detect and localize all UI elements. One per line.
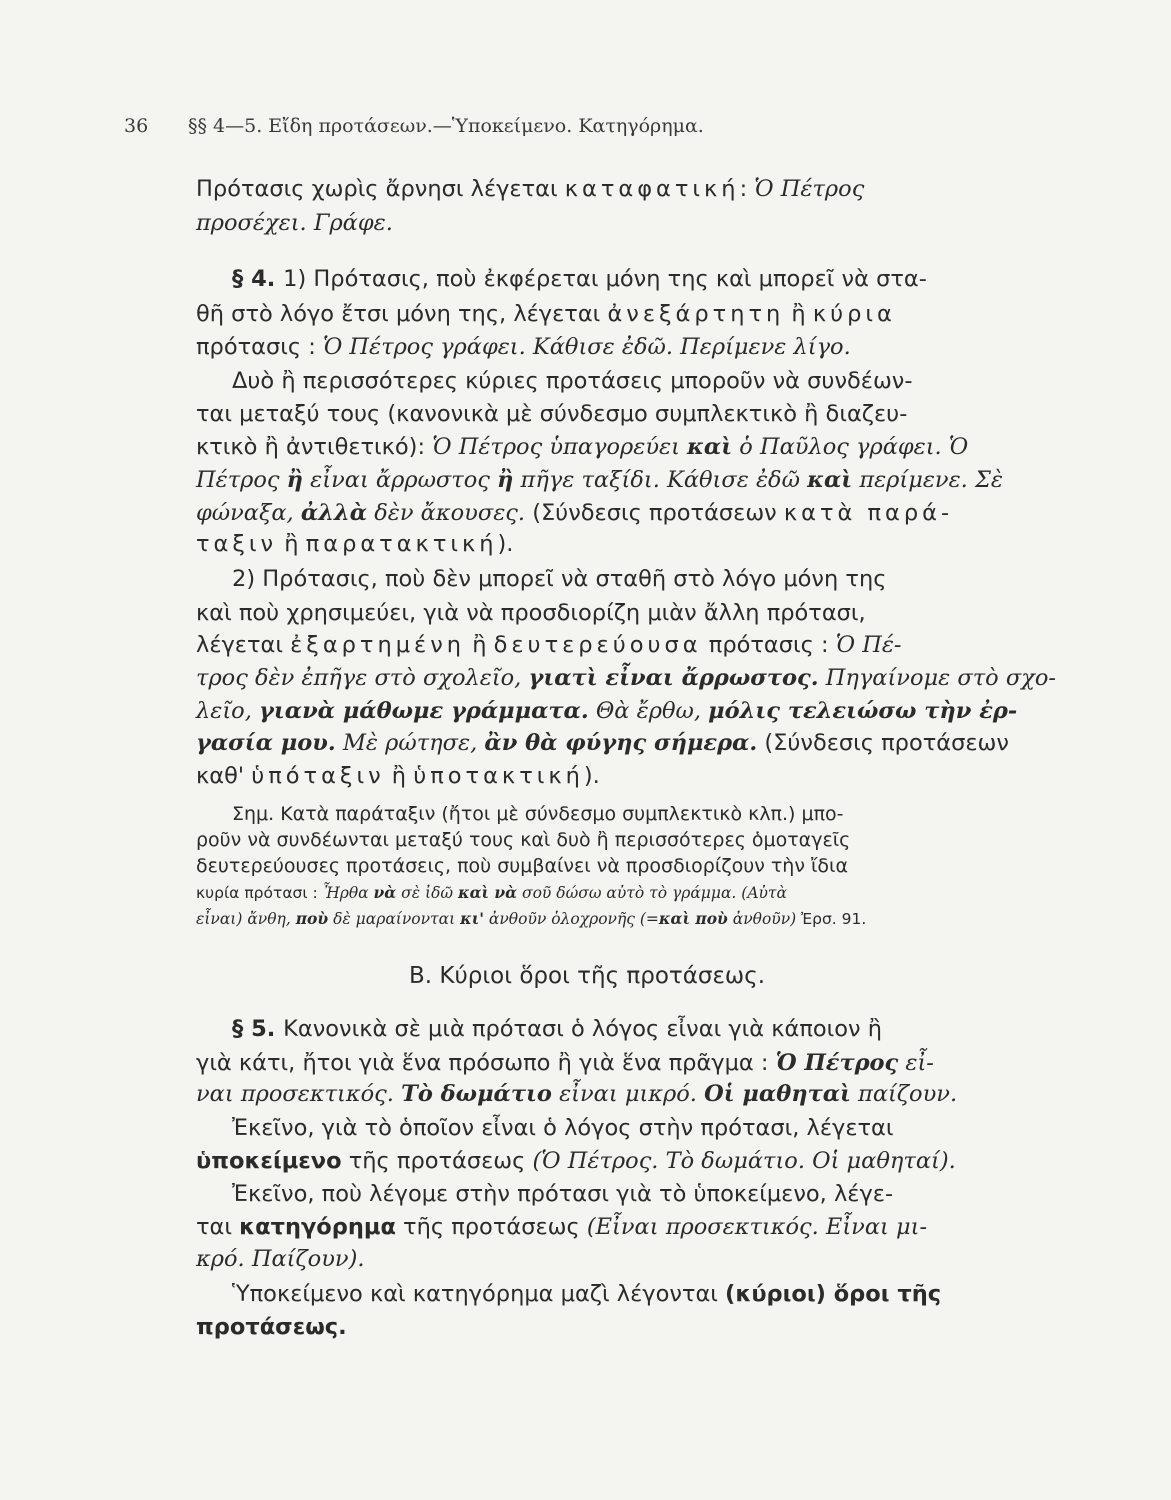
text-run: εἶ- [898,1050,934,1076]
text-line [196,1081,978,1108]
text-run: λέγεται [196,632,291,658]
section-4-start [232,266,978,293]
text-run: ἀνθοῦν ὁλοχρονῆς (= [483,910,659,928]
text-run: (κύριοι) ὅροι τῆς [725,1281,942,1307]
text-line [196,763,978,790]
text-run: ). [497,531,514,557]
text-run: (Σύνδεσις προτάσεων [757,730,1009,756]
text-run: ἢ [784,301,813,327]
text-run: ταξιν [196,531,278,557]
text-run: Ὁ Πέτρος [775,1050,899,1076]
text-run: Θὰ ἔρθω, [588,698,709,724]
text-run: ὑπόταξιν [251,763,385,789]
text-run: Ὁ Πέτρος ὑπαγορεύει [432,434,688,460]
text-run: τῆς προτάσεως [341,1148,533,1174]
text-line [196,730,1009,757]
text-run: δὲν ἄκουσες. [367,500,533,526]
text-line [196,434,978,461]
text-run: καὶ νὰ [457,883,518,902]
text-run: Μὲ ρώτησε, [335,730,485,756]
section-heading: Β. Κύριοι ὅροι τῆς προτάσεως. [408,963,766,989]
text-run: ἂν θὰ φύγης σήμερα. [484,730,758,756]
text-line [196,210,978,237]
text-run: Ὁ Πέ- [835,632,902,658]
text-run: ἢ [384,763,414,789]
text-run: ποὺ [295,909,329,928]
text-run: ται [196,1214,240,1240]
text-run: κύρια [812,301,896,327]
text-run: παίζουν. [850,1081,958,1107]
text-run: κατὰ παρά- [783,500,954,526]
text-run: πρότασις : [196,334,323,360]
text-run: γασία μου. [196,730,336,756]
text-run: ἀλλὰ [300,500,368,526]
text-run: πῆγε ταξίδι. Κάθισε ἐδῶ [513,467,808,493]
text-run: (Εἶναι προσεκτικός. Εἶναι μι- [586,1214,928,1240]
text-run: πρότασις : [701,632,836,658]
text-run: προτάσεως. [196,1314,347,1340]
text-run: εἶναι ἄρρωστος [303,467,498,493]
text-run: Πηγαίνομε στὸ σχο- [818,665,1056,691]
text-line [232,368,978,395]
note-line [196,884,978,903]
text-run: γιατὶ εἶναι ἄρρωστος. [528,665,819,691]
text-run: κυρία πρότασι : [196,884,323,902]
text-line [232,1181,978,1208]
text-run: Ὁ Πέτρος γράφει. Κάθισε ἐδῶ. Περίμενε λίγο. [322,334,851,360]
text-run: εἶναι μικρό. [551,1081,705,1107]
text-run: Τὸ δωμάτιο [401,1081,552,1107]
text-run: καὶ [687,434,733,460]
text-run: Κανονικὰ σὲ μιὰ πρότασι ὁ λόγος εἶναι γιὰ κάποιον ἢ [283,1016,883,1042]
text-run: σὲ ἰδῶ [396,884,458,902]
text-run: Ὁ Πέτρος [754,176,865,202]
text-run: φώναξα, [196,500,301,526]
page-number: 36 [124,115,149,137]
text-line [196,1050,978,1077]
text-run: θῆ στὸ λόγο ἔτσι μόνη της, λέγεται [196,301,608,327]
note-line [196,855,978,878]
section-5-start [232,1016,978,1043]
text-line [232,1281,978,1308]
text-run: § 4. [232,266,284,292]
text-run: γιανὰ μάθωμε γράμματα. [259,698,589,724]
text-run: τῆς προτάσεως [395,1214,587,1240]
text-line [196,176,978,203]
text-run: Δυὸ ἢ περισσότερες κύριες προτάσεις μποροῦν νὰ συνδέων- [232,368,913,394]
note-line [232,803,978,826]
text-run: ἀνθοῦν) [727,910,802,928]
text-run: (Σύνδεσις προτάσεων [532,500,784,526]
text-run: § 5. [232,1016,284,1042]
text-run: Πέτρος [196,467,287,493]
text-run: 2) Πρότασις, ποὺ δὲν μπορεῖ νὰ σταθῆ στὸ λόγο μόνη της [232,566,887,592]
note-line [196,910,978,929]
text-line [196,1148,978,1175]
text-line [196,1314,978,1341]
text-line [196,632,978,659]
text-line [196,401,978,428]
text-run: Ἐκεῖνο, ποὺ λέγομε στὴν πρότασι γιὰ τὸ ὑποκείμενο, λέγε- [232,1181,894,1207]
text-run: Ἦρθα [322,884,374,902]
text-run: ἢ [286,467,304,493]
text-run: ἢ [465,632,494,658]
text-run: προσέχει. Γράφε. [196,210,393,236]
text-run: λεῖο, [196,698,260,724]
text-line [196,600,978,627]
text-run: καὶ [807,467,853,493]
note-line [196,829,978,852]
running-title: §§ 4—5. Εἴδη προτάσεων.—Ὑποκείμενο. Κατηγόρημα. [188,115,704,137]
text-run: : [739,176,755,202]
text-line [196,467,1003,494]
text-run: 1) Πρότασις, ποὺ ἐκφέρεται μόνη της καὶ μπορεῖ νὰ στα- [283,266,927,292]
text-run: (Ὁ Πέτρος. Τὸ δωμάτιο. Οἱ μαθηταί). [532,1148,956,1174]
text-run: καταφατική [564,176,740,202]
text-run: ἐξαρτημένη [290,632,466,658]
text-run: κρό. Παίζουν). [196,1246,365,1272]
text-run: Οἱ μαθηταὶ [704,1081,851,1107]
text-line [196,665,1056,692]
text-run: γιὰ κάτι, ἤτοι γιὰ ἕνα πρόσωπο ἢ γιὰ ἕνα πρᾶγμα : [196,1050,776,1076]
text-run: ναι προσεκτικός. [196,1081,402,1107]
text-run: ἢ [277,531,306,557]
text-line [196,531,978,558]
text-run: παρατακτική [305,531,498,557]
text-line [196,1246,978,1273]
text-run: Ἐκεῖνο, γιὰ τὸ ὁποῖον εἶναι ὁ λόγος στὴν πρότασι, λέγεται [232,1115,894,1141]
text-run: ται μεταξύ τους (κανονικὰ μὲ σύνδεσμο συμπλεκτικὸ ἢ διαζευ- [196,401,908,427]
text-run: ἢ [497,467,514,493]
text-run: Σημ. Κατὰ παράταξιν (ἤτοι μὲ σύνδεσμο συμπλεκτικὸ κλπ.) μπο- [232,803,844,825]
text-run: περίμενε. Σὲ [852,467,1003,493]
text-run: ἀνεξάρτητη [607,301,785,327]
text-line [196,1214,978,1241]
text-line [196,698,1018,725]
text-run: κτικὸ ἢ ἀντιθετικό): [196,434,433,460]
text-run: καὶ ποὺ [658,909,728,928]
text-line [232,566,978,593]
text-run: ὑποκείμενο [196,1148,342,1174]
text-line [196,334,978,361]
text-run: δὲ μαραίνονται [328,910,461,928]
text-run: τρος δὲν ἐπῆγε στὸ σχολεῖο, [196,665,529,691]
text-run: δευτερεύουσες προτάσεις, ποὺ συμβαίνει νὰ προσδιορίζουν τὴν ἴδια [196,855,849,877]
text-run: ). [583,763,600,789]
text-run: εἶναι) ἄνθη, [196,910,296,928]
text-run: μόλις τελειώσω τὴν ἐρ- [708,698,1018,724]
text-run: νὰ [373,883,397,902]
text-run: Ὑποκείμενο καὶ κατηγόρημα μαζὶ λέγονται [232,1281,726,1307]
text-run: σοῦ δώσω αὐτὸ τὸ γράμμα. (Αὐτὰ [517,884,787,902]
text-run: κι' [460,909,484,928]
text-run: καθ' [196,763,252,789]
text-run: ὁ Παῦλος γράφει. Ὁ [732,434,969,460]
text-line [232,1115,978,1142]
text-run: κατηγόρημα [239,1214,396,1240]
text-line [196,500,978,527]
text-run: ροῦν νὰ συνδέωνται μεταξύ τους καὶ δυὸ ἢ περισσότερες ὁμοταγεῖς [196,829,851,851]
text-run: ὑποτακτική [413,763,584,789]
text-run: Ἐρσ. 91. [801,910,867,928]
text-run: Πρότασις χωρὶς ἄρνησι λέγεται [196,176,565,202]
text-run: δευτερεύουσα [493,632,702,658]
text-line [196,301,978,328]
text-run: καὶ ποὺ χρησιμεύει, γιὰ νὰ προσδιορίζη μιὰν ἄλλη πρότασι, [196,600,866,626]
page-header [124,115,1024,137]
